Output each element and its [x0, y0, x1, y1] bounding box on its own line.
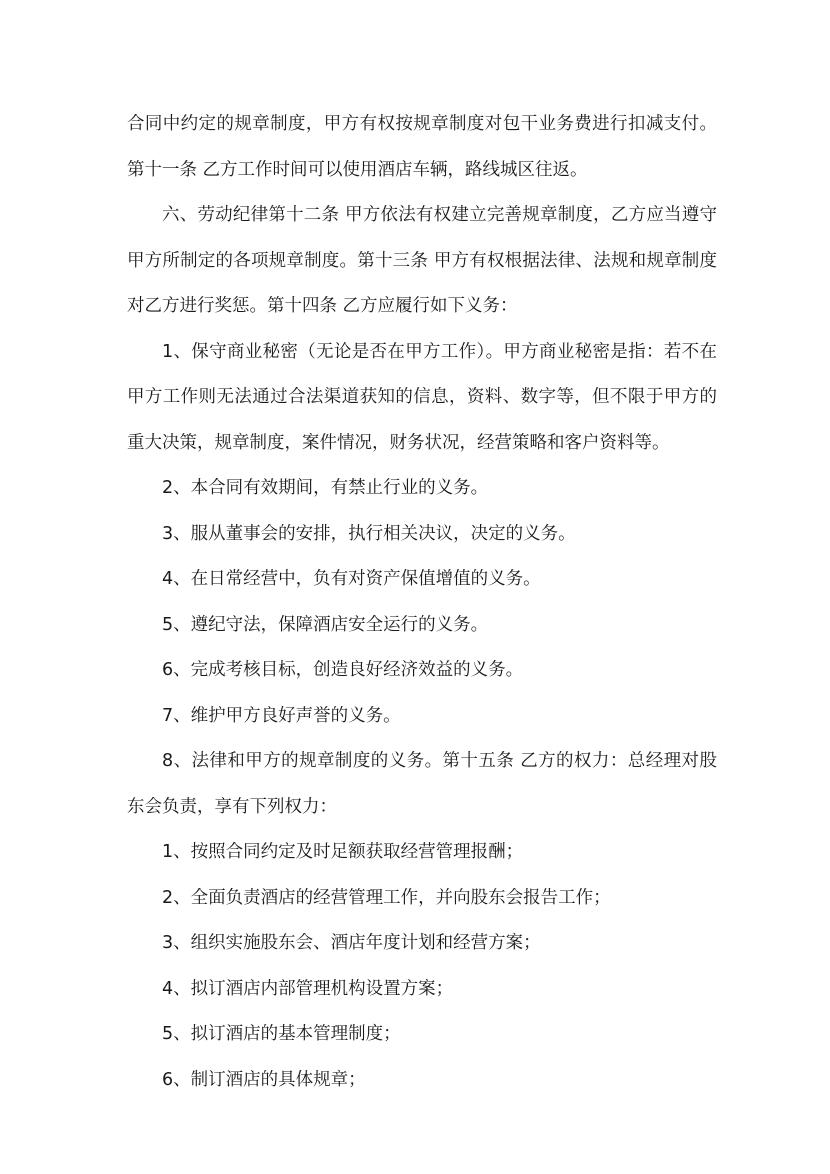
paragraph-9: 7、维护甲方良好声誉的义务。: [162, 705, 401, 726]
paragraph-2: 六、劳动纪律第十二条 甲方依法有权建立完善规章制度，乙方应当遵守甲方所制定的各项规章制度。第十三条 甲方有权根据法律、法规和规章制度对乙方进行奖惩。第十四条 乙方应履行如下义务：: [127, 205, 717, 316]
paragraph-3: 1、保守商业秘密（无论是否在甲方工作）。甲方商业秘密是指：若不在甲方工作则无法通过合法渠道获知的信息，资料、数字等，但不限于甲方的重大决策，规章制度，案件情况，财务状况，经营策略和客户资料等。: [127, 341, 717, 453]
paragraph-7: 5、遵纪守法，保障酒店安全运行的义务。: [162, 614, 489, 635]
paragraph-6: 4、在日常经营中，负有对资产保值增值的义务。: [162, 569, 541, 589]
paragraph-16: 6、制订酒店的具体规章；: [162, 1069, 366, 1090]
paragraph-11: 1、按照合同约定及时足额获取经营管理报酬；: [162, 842, 524, 862]
paragraph-15: 5、拟订酒店的基本管理制度；: [162, 1024, 401, 1044]
paragraph-13: 3、组织实施股东会、酒店年度计划和经营方案；: [162, 933, 541, 953]
paragraph-5: 3、服从董事会的安排，执行相关决议，决定的义务。: [162, 523, 576, 544]
document-body: [127, 102, 717, 1103]
paragraph-8: 6、完成考核目标，创造良好经济效益的义务。: [162, 660, 524, 680]
paragraph-10: 8、法律和甲方的规章制度的义务。第十五条 乙方的权力：总经理对股东会负责，享有下列权力：: [127, 751, 717, 817]
paragraph-4: 2、本合同有效期间，有禁止行业的义务。: [162, 478, 489, 498]
paragraph-12: 2、全面负责酒店的经营管理工作，并向股东会报告工作；: [162, 887, 611, 908]
paragraph-14: 4、拟订酒店内部管理机构设置方案；: [162, 978, 454, 999]
paragraph-1: 合同中约定的规章制度，甲方有权按规章制度对包干业务费进行扣减支付。第十一条 乙方工作时间可以使用酒店车辆，路线城区往返。: [127, 114, 717, 180]
